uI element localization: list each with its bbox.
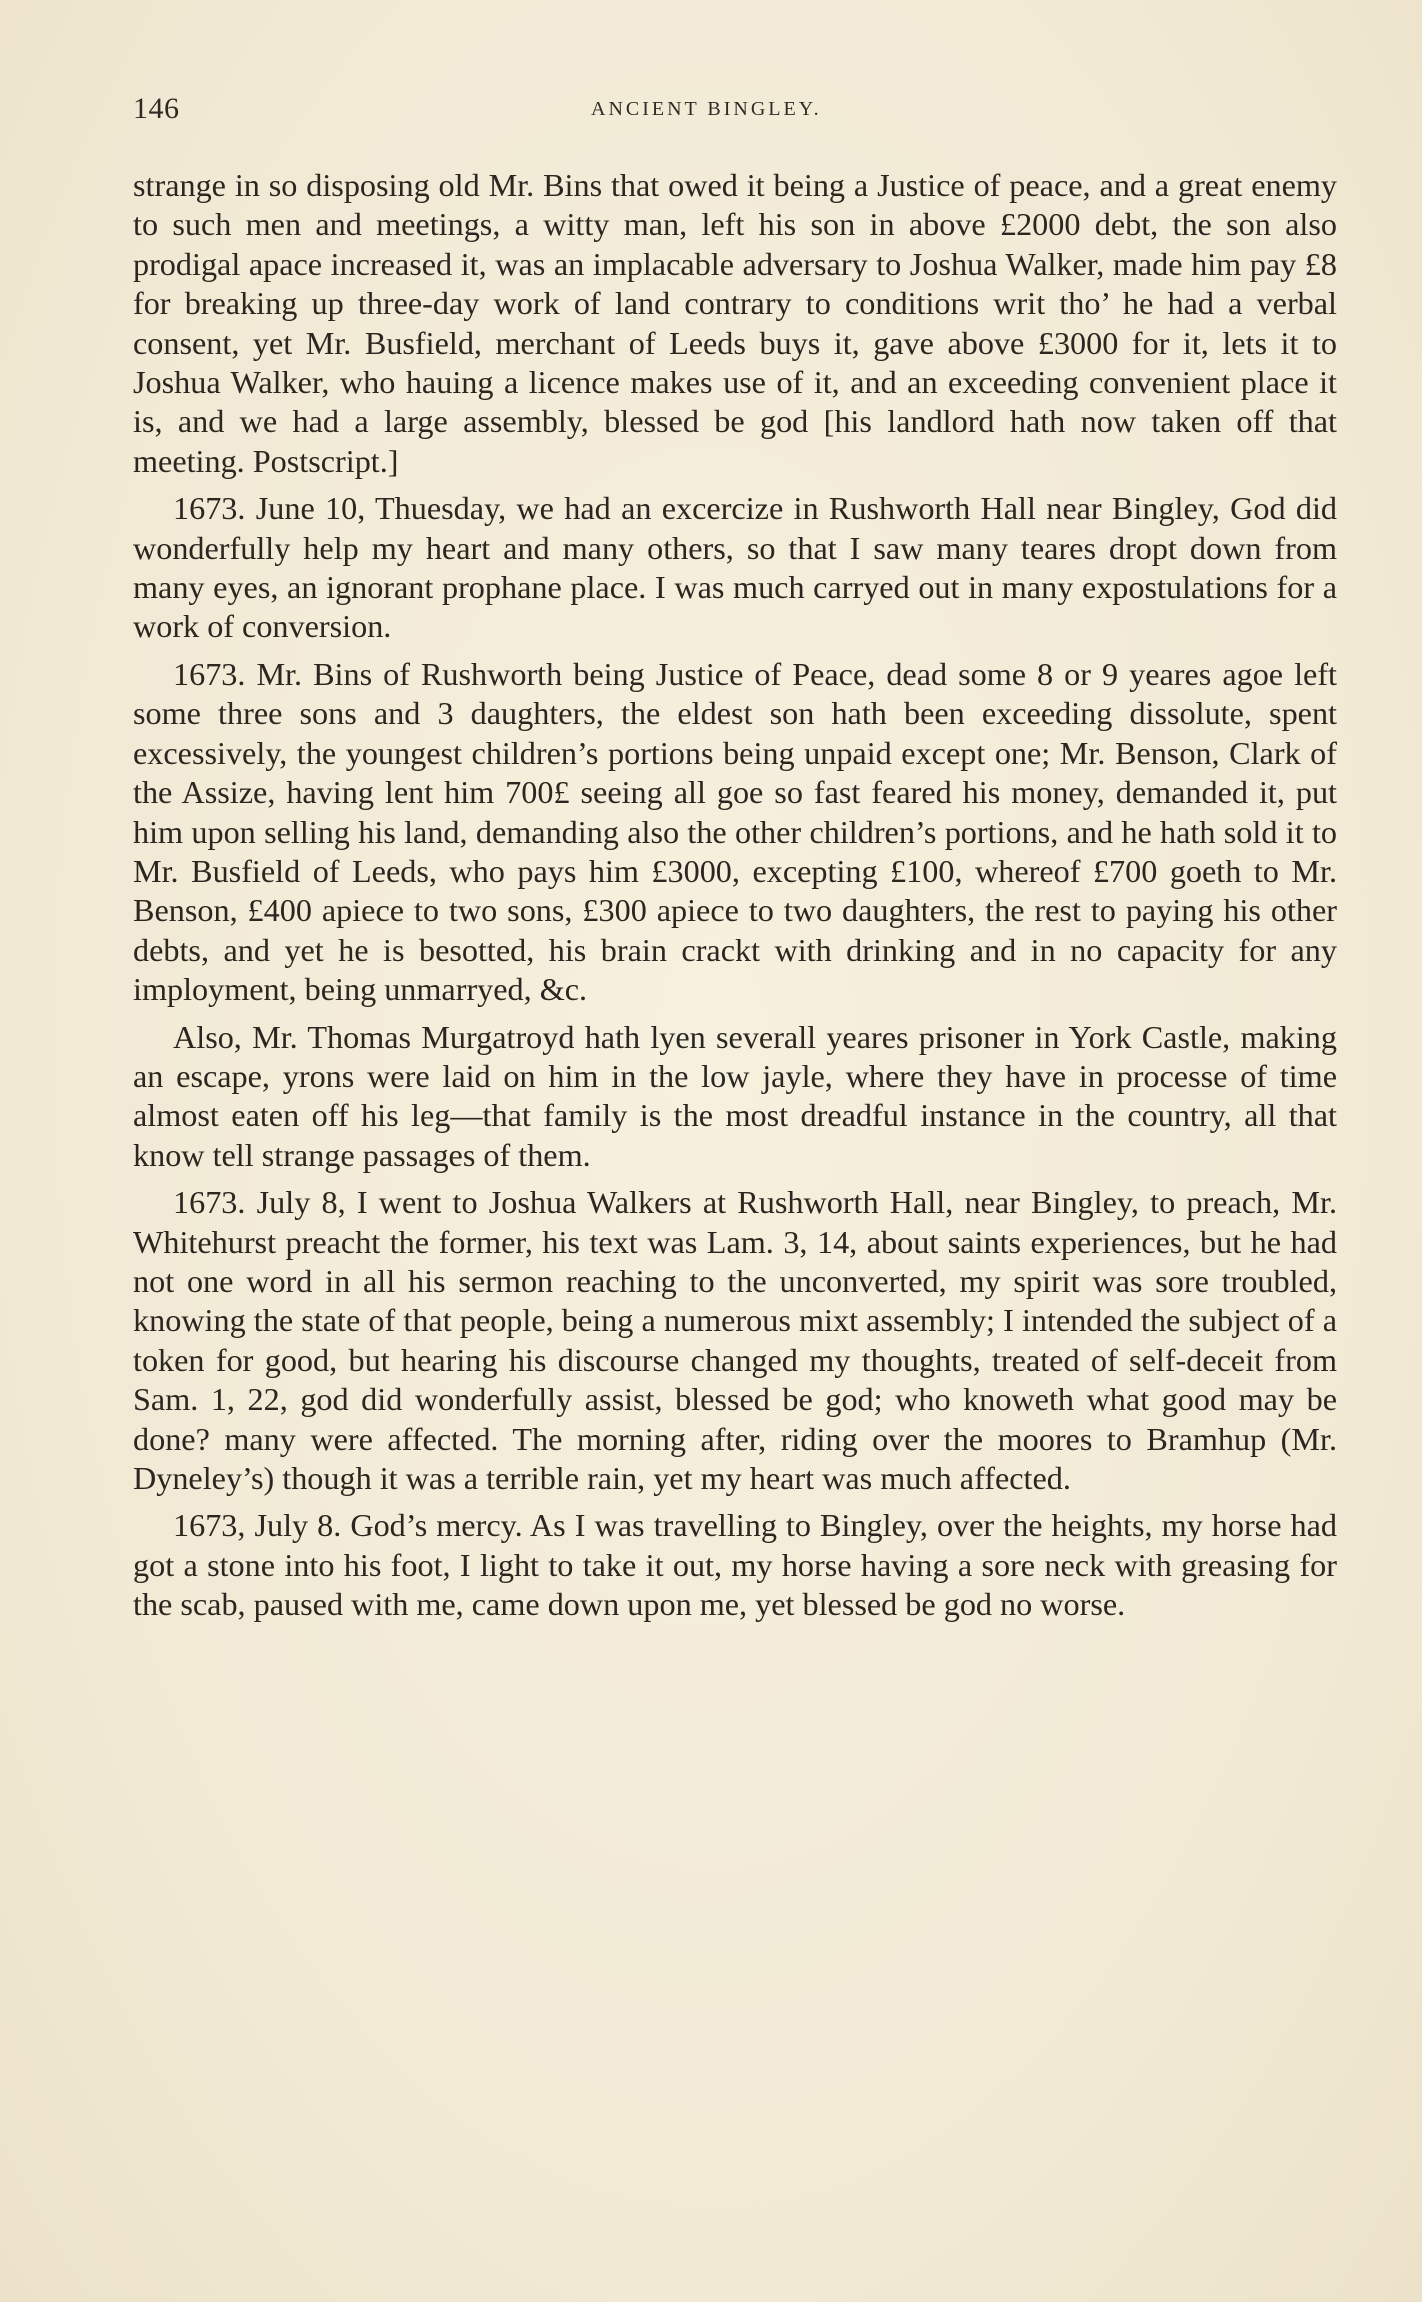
paragraph-mr-bins: 1673. Mr. Bins of Rushworth being Justice of Peace, dead some 8 or 9 yeares agoe left some three sons and 3 daughters, the eldest son hath been exceeding dissolute, spent excessively, the youngest children’s portions being unpaid except one; Mr. Benson, Clark of the Assize, having lent him 700£ seeing all goe so fast feared his money, demanded it, put him upon selling his land, demanding also the other children’s portions, and he hath sold it to Mr. Busfield of Leeds, who pays him £3000, excepting £100, whereof £700 goeth to Mr. Benson, £400 apiece to two sons, £300 apiece to two daughters, the rest to paying his other debts, and yet he is besotted, his brain crackt with drinking and in no capacity for any imployment, being unmarryed, &c. [133, 655, 1337, 1008]
body-text [133, 166, 1337, 1625]
running-title: ANCIENT BINGLEY. [591, 98, 822, 120]
paragraph-july-8: 1673. July 8, I went to Joshua Walkers at Rushworth Hall, near Bingley, to preach, Mr. Whitehurst preacht the former, his text was Lam. 3, 14, about saints experiences, but he had not one word in all his sermon reaching to the unconverted, my spirit was sore troubled, knowing the state of that people, being a numerous mixt assembly; I intended the subject of a token for good, but hearing his discourse changed my thoughts, treated of self-deceit from Sam. 1, 22, god did wonderfully assist, blessed be god; who knoweth what good may be done? many were affected. The morning after, riding over the moores to Bramhup (Mr. Dyneley’s) though it was a terrible rain, yet my heart was much affected. [133, 1184, 1337, 1496]
running-head [133, 92, 1333, 132]
page-number: 146 [133, 92, 180, 125]
paragraph-june-10: 1673. June 10, Thuesday, we had an excercize in Rushworth Hall near Bingley, God did wonderfully help my heart and many others, so that I saw many teares dropt down from many eyes, an ignorant prophane place. I was much carryed out in many expostulations for a work of conversion. [133, 490, 1337, 645]
paragraph-murgatroyd: Also, Mr. Thomas Murgatroyd hath lyen severall yeares prisoner in York Castle, making an escape, yrons were laid on him in the low jayle, where they have in processe of time almost eaten off his leg—that family is the most dreadful instance in the country, all that know tell strange passages of them. [133, 1018, 1337, 1173]
paragraph-continuation: strange in so disposing old Mr. Bins that owed it being a Justice of peace, and a great enemy to such men and meetings, a witty man, left his son in above £2000 debt, the son also prodigal apace increased it, was an implacable adversary to Joshua Walker, made him pay £8 for breaking up three-day work of land contrary to conditions writ tho’ he had a verbal consent, yet Mr. Busfield, merchant of Leeds buys it, gave above £3000 for it, lets it to Joshua Walker, who hauing a licence makes use of it, and an exceeding convenient place it is, and we had a large assembly, blessed be god [his landlord hath now taken off that meeting. Postscript.] [133, 167, 1337, 479]
paragraph-gods-mercy: 1673, July 8. God’s mercy. As I was travelling to Bingley, over the heights, my horse had got a stone into his foot, I light to take it out, my horse having a sore neck with greasing for the scab, paused with me, came down upon me, yet blessed be god no worse. [133, 1507, 1337, 1623]
